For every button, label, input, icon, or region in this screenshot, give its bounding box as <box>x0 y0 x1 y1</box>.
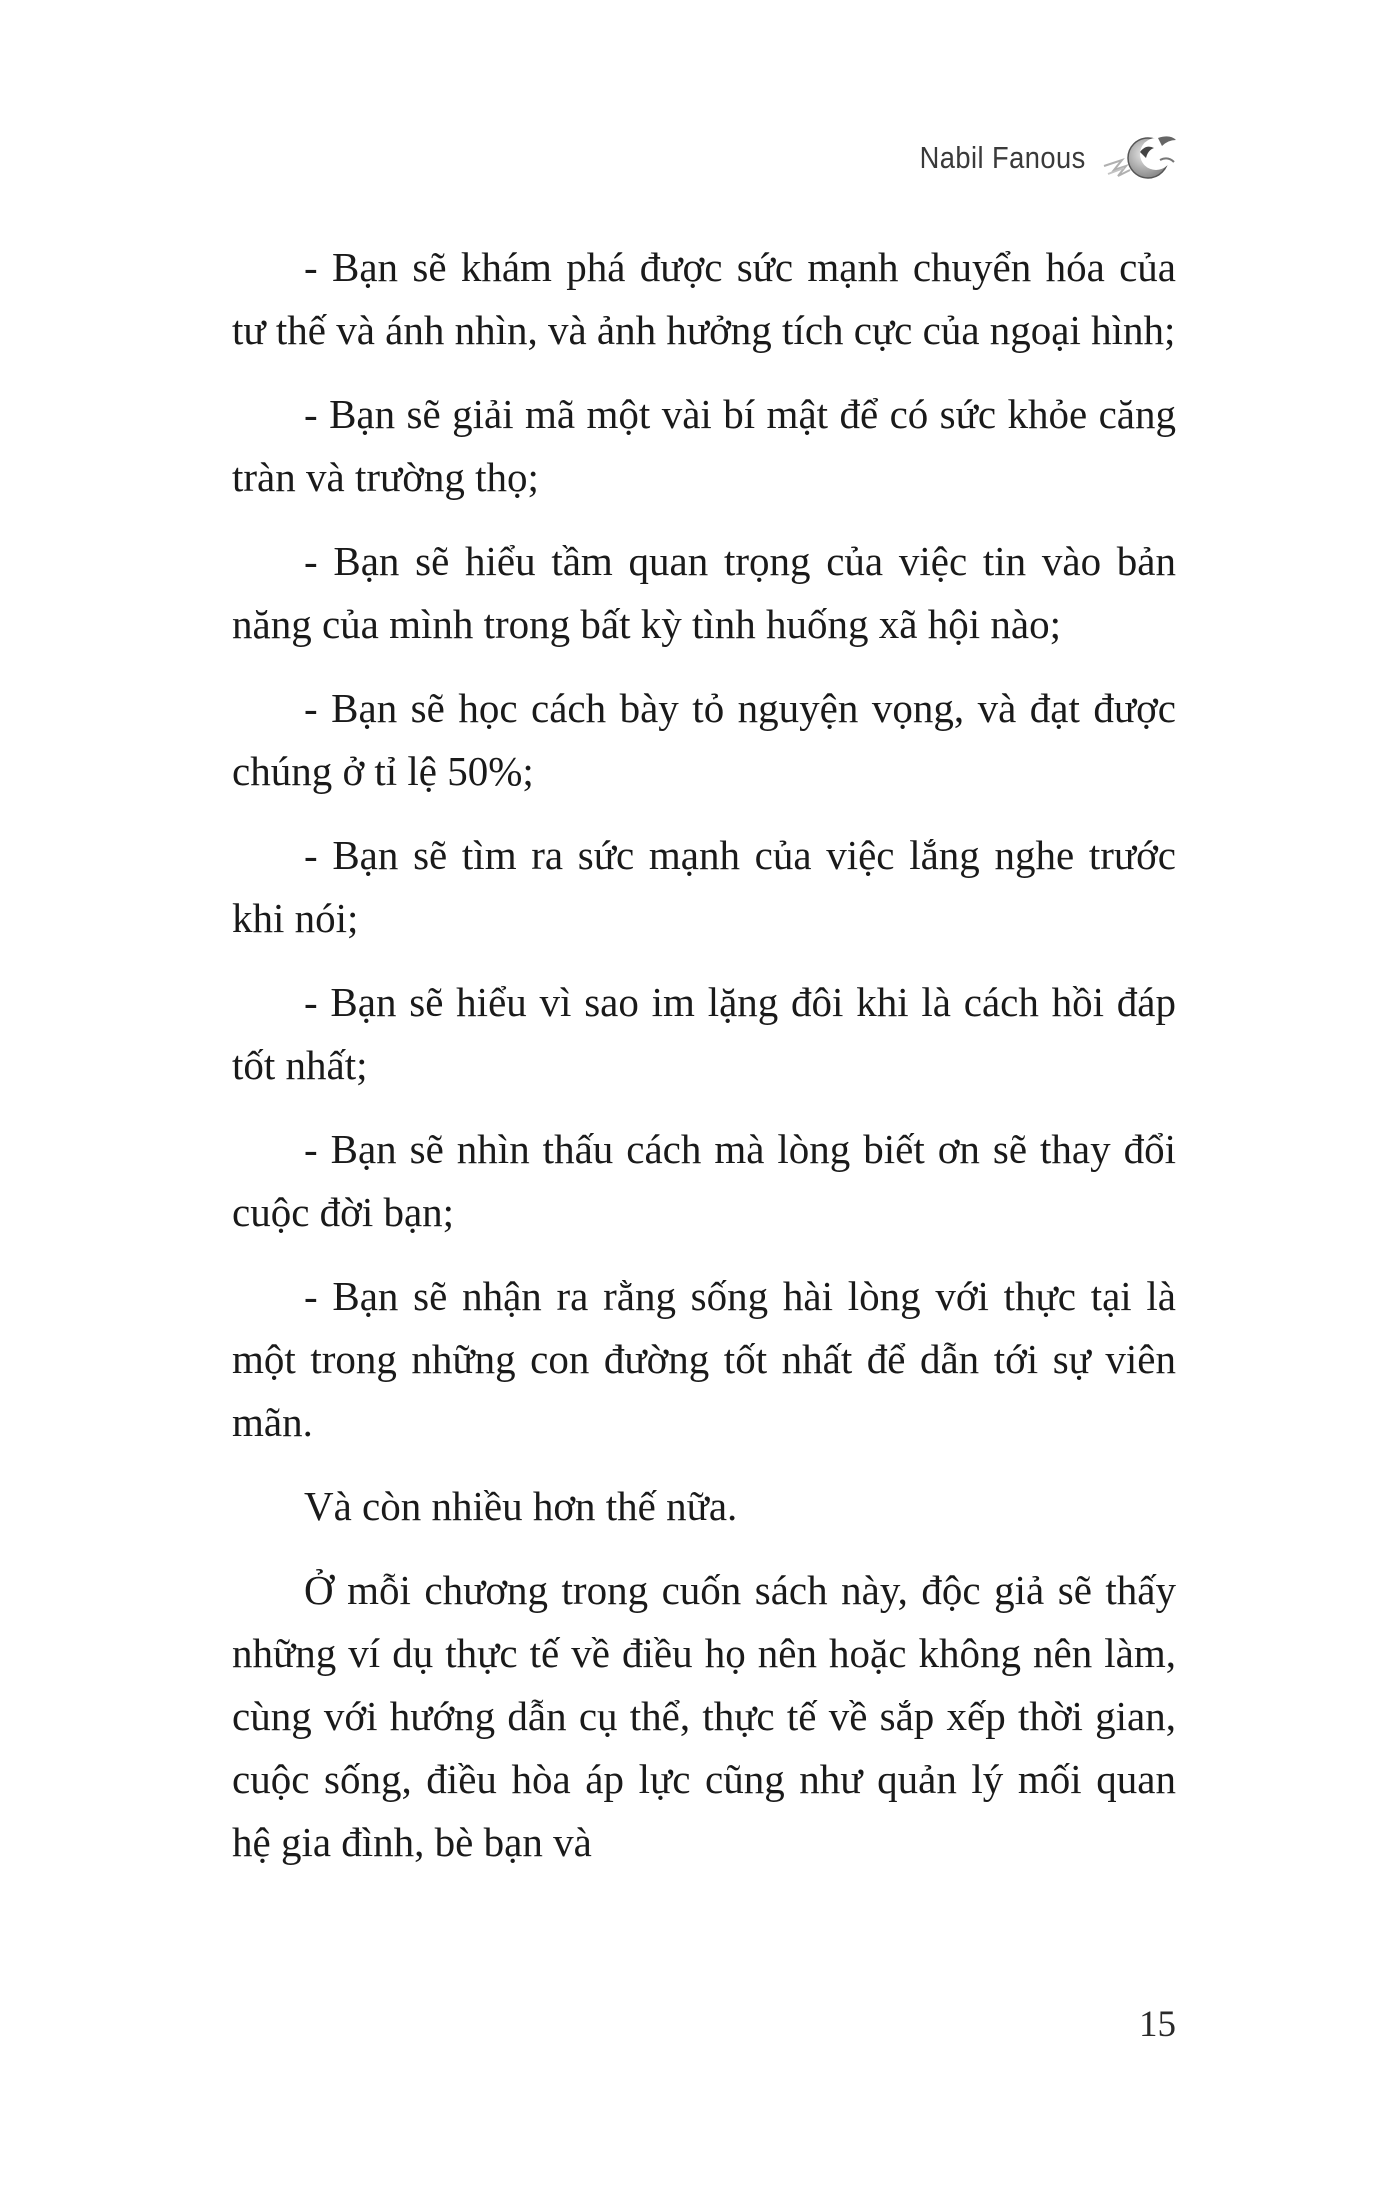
bullet-paragraph: - Bạn sẽ khám phá được sức mạnh chuyển hóa của tư thế và ánh nhìn, và ảnh hưởng tích cực của ngoại hình; <box>232 244 1176 353</box>
body-paragraph: Và còn nhiều hơn thế nữa. <box>304 1483 738 1529</box>
crescent-moon-bird-icon <box>1100 130 1178 186</box>
author-name: Nabil Fanous <box>919 140 1086 175</box>
page-number: 15 <box>1139 2004 1176 2045</box>
bullet-paragraph: - Bạn sẽ hiểu tầm quan trọng của việc tin vào bản năng của mình trong bất kỳ tình huống xã hội nào; <box>232 538 1176 647</box>
bullet-paragraph: - Bạn sẽ nhận ra rằng sống hài lòng với thực tại là một trong những con đường tốt nhất để dẫn tới sự viên mãn. <box>232 1273 1176 1445</box>
bullet-paragraph: - Bạn sẽ học cách bày tỏ nguyện vọng, và đạt được chúng ở tỉ lệ 50%; <box>232 685 1176 794</box>
bullet-paragraph: - Bạn sẽ giải mã một vài bí mật để có sức khỏe căng tràn và trường thọ; <box>232 391 1176 500</box>
bullet-paragraph: - Bạn sẽ hiểu vì sao im lặng đôi khi là cách hồi đáp tốt nhất; <box>232 979 1176 1088</box>
body-paragraph: Ở mỗi chương trong cuốn sách này, độc giả sẽ thấy những ví dụ thực tế về điều họ nên hoặc không nên làm, cùng với hướng dẫn cụ thể, thực tế về sắp xếp thời gian, cuộc sống, điều hòa áp lực cũng như quản lý mối quan hệ gia đình, bè bạn và <box>232 1567 1176 1865</box>
bullet-paragraph: - Bạn sẽ tìm ra sức mạnh của việc lắng nghe trước khi nói; <box>232 832 1176 941</box>
running-header <box>897 130 1178 186</box>
page-body <box>232 236 1176 1895</box>
bullet-paragraph: - Bạn sẽ nhìn thấu cách mà lòng biết ơn sẽ thay đổi cuộc đời bạn; <box>232 1126 1176 1235</box>
